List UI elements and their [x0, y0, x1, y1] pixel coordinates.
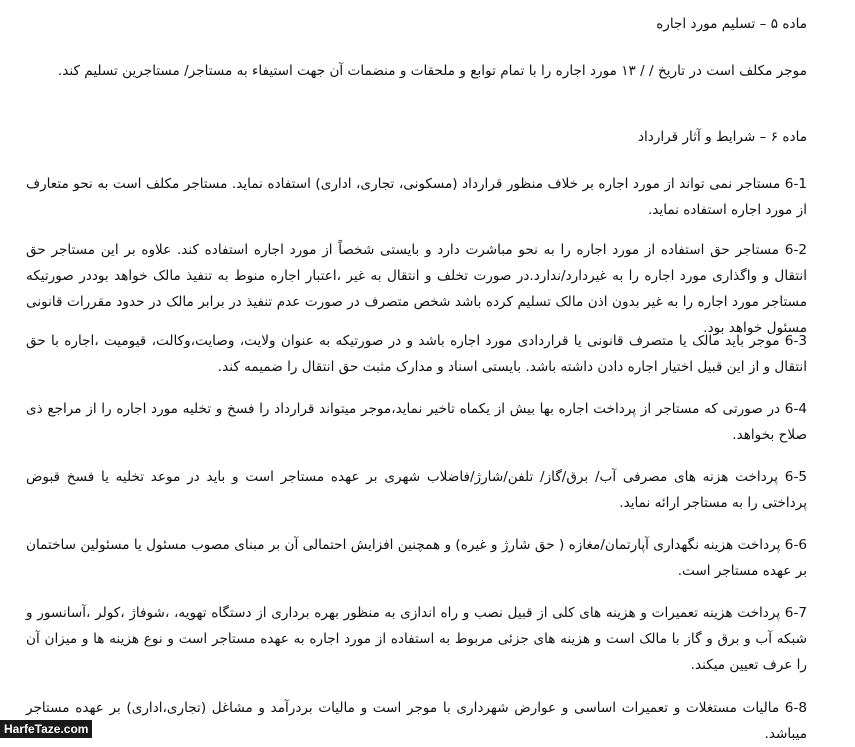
clause-6-5: 6-5 پرداخت هزنه های مصرفی آب/ برق/گاز/ تلفن/شارژ/فاضلاب شهری بر عهده مستاجر است و باید در موعد تخلیه یا فسخ قبوض پرداختی را به مستاجر ارائه نماید. [26, 469, 807, 511]
clause-6-6: 6-6 پرداخت هزینه نگهداری آپارتمان/مغازه ( حق شارژ و غیره) و همچنین افزایش احتمالی آن بر مبنای مصوب مسئول یا مسئولین ساختمان بر عهده مستاجر است. [26, 537, 807, 579]
clause-6-3: 6-3 موجر باید مالک یا متصرف قانونی یا قراردادی مورد اجاره باشد و در صورتیکه به عنوان ولایت، وصایت،وکالت، قیومیت ،اجاره با حق انتقال و از این قبیل اختیار اجاره دادن داشته باشد. بایستی اسناد و مدارک مثبت حق انتقال را ضمیمه کند. [26, 333, 807, 375]
clause-6-2: 6-2 مستاجر حق استفاده از مورد اجاره را به نحو مباشرت دارد و بایستی شخصاً از مورد اجاره استفاده کند. علاوه بر این مستاجر حق انتقال و واگذاری مورد اجاره را به غیردارد/ندارد.در صورت تخلف و انتقال به غیر ،اعتبار اجاره منوط به تنفیذ مالک خواهد بوددر صورتیکه مستاجر مورد اجاره را به غیر بدون اذن مالک تسلیم کرده باشد شخص متصرف در صورت عدم تنفیذ در برابر مالک در حدود مقررات قانونی مسئول خواهد بود. [26, 242, 807, 336]
article-5-paragraph: موجر مکلف است در تاریخ / / ۱۳ مورد اجاره را با تمام توابع و ملحقات و منضمات آن جهت استیفاء به مستاجر/ مستاجرین تسلیم کند. [57, 63, 807, 79]
clause-6-7: 6-7 پرداخت هزینه تعمیرات و هزینه های کلی از قبیل نصب و راه اندازی به منظور بهره برداری از دستگاه تهویه، ،شوفاژ ،کولر ،آسانسور و شبکه آب و برق و گاز با مالک است و هزینه های جزئی مربوط به استفاده از مورد اجاره به عهده مستاجر است و نوع هزینه ها و میزان آن را عرف تعیین میکند. [26, 605, 807, 673]
clause-6-4: 6-4 در صورتی که مستاجر از پرداخت اجاره بها بیش از یکماه تاخیر نماید،موجر میتواند قرارداد را فسخ و تخلیه مورد اجاره را از مراجع ذی صلاح بخواهد. [26, 401, 807, 443]
site-watermark: HarfeTaze.com [0, 720, 92, 738]
clause-6-8: 6-8 مالیات مستغلات و تعمیرات اساسی و عوارض شهرداری با موجر است و مالیات بردرآمد و مشاغل (تجاری،اداری) بر عهده مستاجر میباشد. [26, 700, 807, 742]
clause-6-1: 6-1 مستاجر نمی تواند از مورد اجاره بر خلاف منظور قرارداد (مسکونی، تجاری، اداری) استفاده نماید. مستاجر مکلف است به نحو متعارف از مورد اجاره استفاده نماید. [26, 176, 807, 218]
article-6-heading: ماده ۶ – شرایط و آثار قرارداد [637, 129, 807, 145]
article-5-heading: ماده ۵ – تسلیم مورد اجاره [656, 16, 807, 32]
